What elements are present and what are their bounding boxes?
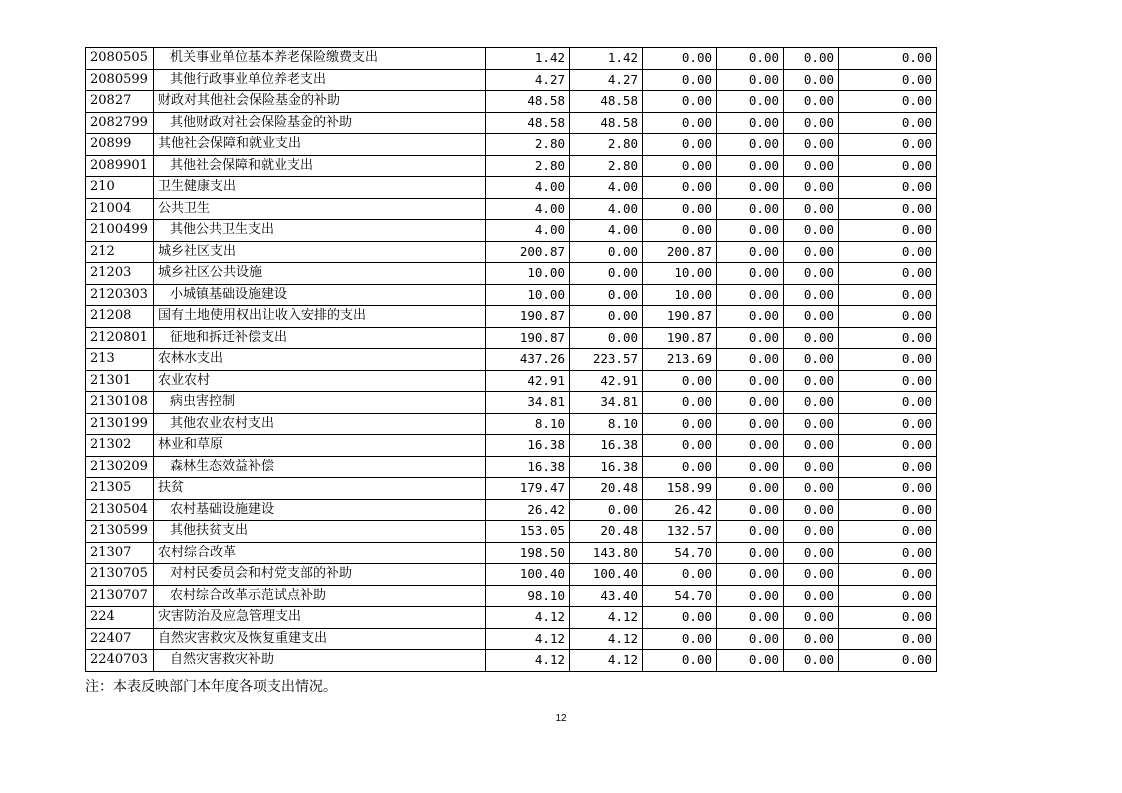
amount-cell: 190.87 [643,306,717,328]
table-row [86,327,937,349]
amount-cell: 0.00 [570,306,643,328]
amount-cell: 0.00 [784,284,839,306]
amount-cell: 54.70 [643,585,717,607]
amount-cell: 42.91 [486,370,570,392]
amount-cell: 100.40 [570,564,643,586]
amount-cell: 0.00 [839,542,937,564]
amount-cell: 0.00 [717,628,784,650]
amount-cell: 4.00 [486,177,570,199]
amount-cell: 143.80 [570,542,643,564]
amount-cell: 0.00 [784,607,839,629]
subject-code-cell: 2130705 [86,564,154,586]
amount-cell: 0.00 [717,413,784,435]
subject-code-cell: 2130209 [86,456,154,478]
amount-cell: 0.00 [839,607,937,629]
amount-cell: 437.26 [486,349,570,371]
amount-cell: 4.12 [570,607,643,629]
amount-cell: 0.00 [717,198,784,220]
table-row [86,542,937,564]
amount-cell: 2.80 [486,134,570,156]
amount-cell: 0.00 [784,349,839,371]
amount-cell: 0.00 [784,263,839,285]
amount-cell: 0.00 [784,155,839,177]
amount-cell: 4.12 [486,628,570,650]
subject-name-cell: 其他行政事业单位养老支出 [154,69,486,91]
table-row [86,306,937,328]
amount-cell: 0.00 [784,650,839,672]
amount-cell: 8.10 [486,413,570,435]
amount-cell: 10.00 [643,263,717,285]
amount-cell: 20.48 [570,478,643,500]
amount-cell: 0.00 [570,327,643,349]
subject-code-cell: 224 [86,607,154,629]
amount-cell: 2.80 [486,155,570,177]
subject-name-cell: 其他财政对社会保险基金的补助 [154,112,486,134]
subject-name-cell: 林业和草原 [154,435,486,457]
amount-cell: 4.00 [570,177,643,199]
amount-cell: 0.00 [643,607,717,629]
subject-code-cell: 21307 [86,542,154,564]
table-row [86,134,937,156]
amount-cell: 48.58 [486,91,570,113]
amount-cell: 0.00 [643,69,717,91]
amount-cell: 0.00 [784,628,839,650]
amount-cell: 0.00 [570,263,643,285]
amount-cell: 0.00 [570,284,643,306]
subject-name-cell: 森林生态效益补偿 [154,456,486,478]
amount-cell: 0.00 [784,499,839,521]
amount-cell: 0.00 [839,48,937,70]
amount-cell: 0.00 [784,220,839,242]
subject-code-cell: 2080599 [86,69,154,91]
table-row [86,48,937,70]
amount-cell: 0.00 [717,349,784,371]
subject-name-cell: 对村民委员会和村党支部的补助 [154,564,486,586]
subject-name-cell: 农村基础设施建设 [154,499,486,521]
amount-cell: 0.00 [839,306,937,328]
amount-cell: 0.00 [717,112,784,134]
page-number: 12 [555,713,567,724]
amount-cell: 43.40 [570,585,643,607]
subject-code-cell: 2080505 [86,48,154,70]
amount-cell: 0.00 [784,435,839,457]
amount-cell: 0.00 [784,48,839,70]
amount-cell: 0.00 [643,435,717,457]
table-row [86,220,937,242]
subject-name-cell: 其他社会保障和就业支出 [154,134,486,156]
amount-cell: 190.87 [643,327,717,349]
subject-name-cell: 公共卫生 [154,198,486,220]
amount-cell: 0.00 [717,177,784,199]
amount-cell: 0.00 [784,456,839,478]
subject-code-cell: 2100499 [86,220,154,242]
amount-cell: 0.00 [839,198,937,220]
subject-code-cell: 2082799 [86,112,154,134]
subject-name-cell: 财政对其他社会保险基金的补助 [154,91,486,113]
amount-cell: 0.00 [839,521,937,543]
amount-cell: 1.42 [570,48,643,70]
amount-cell: 0.00 [643,564,717,586]
table-row [86,112,937,134]
amount-cell: 0.00 [717,392,784,414]
amount-cell: 54.70 [643,542,717,564]
amount-cell: 0.00 [839,349,937,371]
subject-code-cell: 2130599 [86,521,154,543]
subject-name-cell: 其他扶贫支出 [154,521,486,543]
subject-code-cell: 21301 [86,370,154,392]
subject-code-cell: 2130108 [86,392,154,414]
subject-code-cell: 2089901 [86,155,154,177]
subject-name-cell: 农林水支出 [154,349,486,371]
amount-cell: 0.00 [643,220,717,242]
amount-cell: 0.00 [784,392,839,414]
amount-cell: 0.00 [784,521,839,543]
amount-cell: 48.58 [570,112,643,134]
table-row [86,413,937,435]
amount-cell: 0.00 [784,327,839,349]
amount-cell: 0.00 [839,650,937,672]
amount-cell: 0.00 [717,499,784,521]
amount-cell: 34.81 [486,392,570,414]
amount-cell: 0.00 [717,521,784,543]
subject-code-cell: 2130707 [86,585,154,607]
table-row [86,349,937,371]
table-row [86,284,937,306]
amount-cell: 4.27 [486,69,570,91]
subject-code-cell: 2240703 [86,650,154,672]
amount-cell: 0.00 [717,650,784,672]
amount-cell: 179.47 [486,478,570,500]
table-row [86,392,937,414]
subject-name-cell: 卫生健康支出 [154,177,486,199]
amount-cell: 0.00 [717,263,784,285]
amount-cell: 0.00 [717,564,784,586]
amount-cell: 42.91 [570,370,643,392]
amount-cell: 0.00 [717,456,784,478]
table-row [86,370,937,392]
table-row [86,91,937,113]
subject-code-cell: 22407 [86,628,154,650]
amount-cell: 0.00 [839,327,937,349]
table-row [86,155,937,177]
amount-cell: 0.00 [643,392,717,414]
amount-cell: 223.57 [570,349,643,371]
amount-cell: 0.00 [839,177,937,199]
amount-cell: 0.00 [839,392,937,414]
table-row [86,177,937,199]
subject-name-cell: 城乡社区支出 [154,241,486,263]
amount-cell: 0.00 [839,585,937,607]
amount-cell: 0.00 [784,69,839,91]
subject-code-cell: 212 [86,241,154,263]
table-row [86,263,937,285]
amount-cell: 0.00 [839,435,937,457]
amount-cell: 0.00 [784,177,839,199]
amount-cell: 0.00 [570,241,643,263]
amount-cell: 4.00 [570,220,643,242]
amount-cell: 98.10 [486,585,570,607]
amount-cell: 0.00 [717,284,784,306]
amount-cell: 0.00 [717,607,784,629]
subject-code-cell: 2130504 [86,499,154,521]
amount-cell: 0.00 [717,478,784,500]
amount-cell: 190.87 [486,327,570,349]
amount-cell: 4.00 [570,198,643,220]
amount-cell: 158.99 [643,478,717,500]
amount-cell: 0.00 [839,284,937,306]
amount-cell: 26.42 [643,499,717,521]
amount-cell: 0.00 [784,564,839,586]
amount-cell: 0.00 [717,48,784,70]
subject-code-cell: 2120303 [86,284,154,306]
subject-name-cell: 自然灾害救灾补助 [154,650,486,672]
amount-cell: 0.00 [643,177,717,199]
subject-name-cell: 小城镇基础设施建设 [154,284,486,306]
amount-cell: 4.00 [486,220,570,242]
amount-cell: 0.00 [643,413,717,435]
table-row [86,585,937,607]
amount-cell: 0.00 [784,112,839,134]
amount-cell: 4.12 [486,650,570,672]
amount-cell: 0.00 [717,370,784,392]
table-row [86,198,937,220]
subject-name-cell: 病虫害控制 [154,392,486,414]
amount-cell: 0.00 [717,91,784,113]
table-row [86,456,937,478]
subject-name-cell: 农村综合改革 [154,542,486,564]
amount-cell: 0.00 [784,478,839,500]
subject-code-cell: 2120801 [86,327,154,349]
subject-code-cell: 21203 [86,263,154,285]
amount-cell: 190.87 [486,306,570,328]
amount-cell: 0.00 [839,220,937,242]
subject-name-cell: 农村综合改革示范试点补助 [154,585,486,607]
amount-cell: 0.00 [717,134,784,156]
amount-cell: 0.00 [839,134,937,156]
amount-cell: 0.00 [839,478,937,500]
amount-cell: 0.00 [839,155,937,177]
amount-cell: 16.38 [570,456,643,478]
table-row [86,564,937,586]
amount-cell: 0.00 [643,48,717,70]
amount-cell: 4.12 [570,650,643,672]
table-note: 注：本表反映部门本年度各项支出情况。 [85,679,337,695]
table-row [86,521,937,543]
amount-cell: 0.00 [784,585,839,607]
table-row [86,607,937,629]
table-row [86,69,937,91]
amount-cell: 16.38 [570,435,643,457]
table-row [86,478,937,500]
amount-cell: 4.27 [570,69,643,91]
amount-cell: 2.80 [570,155,643,177]
amount-cell: 0.00 [839,628,937,650]
amount-cell: 0.00 [784,306,839,328]
amount-cell: 200.87 [643,241,717,263]
amount-cell: 4.12 [570,628,643,650]
amount-cell: 4.00 [486,198,570,220]
subject-code-cell: 21305 [86,478,154,500]
subject-name-cell: 其他农业农村支出 [154,413,486,435]
amount-cell: 0.00 [643,91,717,113]
amount-cell: 0.00 [784,134,839,156]
subject-name-cell: 其他社会保障和就业支出 [154,155,486,177]
amount-cell: 34.81 [570,392,643,414]
amount-cell: 0.00 [717,327,784,349]
subject-name-cell: 机关事业单位基本养老保险缴费支出 [154,48,486,70]
amount-cell: 10.00 [486,284,570,306]
amount-cell: 100.40 [486,564,570,586]
amount-cell: 0.00 [643,650,717,672]
subject-code-cell: 213 [86,349,154,371]
amount-cell: 0.00 [784,91,839,113]
amount-cell: 0.00 [839,69,937,91]
subject-code-cell: 21302 [86,435,154,457]
subject-name-cell: 其他公共卫生支出 [154,220,486,242]
amount-cell: 0.00 [839,370,937,392]
amount-cell: 0.00 [839,91,937,113]
expenditure-table [85,47,937,672]
amount-cell: 0.00 [717,542,784,564]
amount-cell: 0.00 [717,241,784,263]
amount-cell: 153.05 [486,521,570,543]
amount-cell: 48.58 [570,91,643,113]
amount-cell: 0.00 [839,499,937,521]
amount-cell: 0.00 [839,564,937,586]
amount-cell: 0.00 [643,456,717,478]
table-row [86,628,937,650]
amount-cell: 0.00 [570,499,643,521]
amount-cell: 48.58 [486,112,570,134]
amount-cell: 198.50 [486,542,570,564]
subject-name-cell: 农业农村 [154,370,486,392]
amount-cell: 0.00 [839,263,937,285]
subject-name-cell: 灾害防治及应急管理支出 [154,607,486,629]
amount-cell: 0.00 [784,241,839,263]
amount-cell: 0.00 [839,456,937,478]
amount-cell: 0.00 [643,112,717,134]
amount-cell: 0.00 [839,241,937,263]
subject-code-cell: 20899 [86,134,154,156]
table-row [86,435,937,457]
amount-cell: 0.00 [784,198,839,220]
table-body [86,48,937,672]
subject-code-cell: 20827 [86,91,154,113]
amount-cell: 0.00 [784,542,839,564]
subject-code-cell: 21004 [86,198,154,220]
amount-cell: 0.00 [717,585,784,607]
table-row [86,650,937,672]
amount-cell: 10.00 [486,263,570,285]
amount-cell: 213.69 [643,349,717,371]
subject-code-cell: 210 [86,177,154,199]
amount-cell: 0.00 [784,413,839,435]
table-row [86,241,937,263]
subject-name-cell: 征地和拆迁补偿支出 [154,327,486,349]
amount-cell: 4.12 [486,607,570,629]
amount-cell: 8.10 [570,413,643,435]
amount-cell: 0.00 [643,198,717,220]
subject-name-cell: 扶贫 [154,478,486,500]
amount-cell: 20.48 [570,521,643,543]
amount-cell: 0.00 [643,370,717,392]
amount-cell: 2.80 [570,134,643,156]
subject-code-cell: 2130199 [86,413,154,435]
amount-cell: 0.00 [784,370,839,392]
subject-name-cell: 自然灾害救灾及恢复重建支出 [154,628,486,650]
amount-cell: 0.00 [643,628,717,650]
amount-cell: 0.00 [839,112,937,134]
amount-cell: 1.42 [486,48,570,70]
amount-cell: 0.00 [717,435,784,457]
amount-cell: 0.00 [717,306,784,328]
amount-cell: 10.00 [643,284,717,306]
amount-cell: 0.00 [643,134,717,156]
amount-cell: 0.00 [839,413,937,435]
amount-cell: 16.38 [486,435,570,457]
subject-code-cell: 21208 [86,306,154,328]
amount-cell: 0.00 [717,220,784,242]
table-row [86,499,937,521]
amount-cell: 0.00 [643,155,717,177]
amount-cell: 0.00 [717,69,784,91]
amount-cell: 26.42 [486,499,570,521]
amount-cell: 132.57 [643,521,717,543]
amount-cell: 16.38 [486,456,570,478]
subject-name-cell: 城乡社区公共设施 [154,263,486,285]
amount-cell: 200.87 [486,241,570,263]
amount-cell: 0.00 [717,155,784,177]
subject-name-cell: 国有土地使用权出让收入安排的支出 [154,306,486,328]
